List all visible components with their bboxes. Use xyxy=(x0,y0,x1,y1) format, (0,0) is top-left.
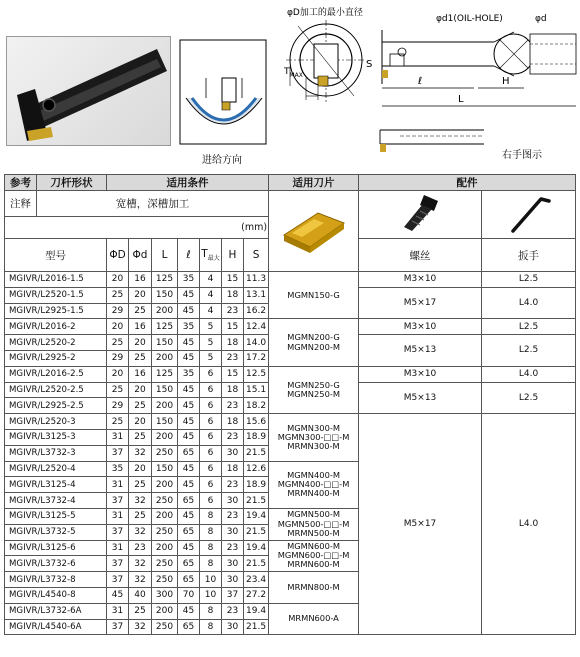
dim-cell-L: 250 xyxy=(152,524,178,540)
insert-cell: MRMN800-M xyxy=(269,572,359,604)
insert-cell: MGMN600-M MGMN600-□□-M MRMN600-M xyxy=(269,540,359,572)
dim-cell-S: 11.3 xyxy=(244,272,269,288)
dim-cell-l: 45 xyxy=(178,508,200,524)
insert-cell: MGMN200-G MGMN200-M xyxy=(269,319,359,366)
dim-cell-L: 300 xyxy=(152,587,178,603)
dim-cell-S: 21.5 xyxy=(244,524,269,540)
dim-cell-l: 70 xyxy=(178,587,200,603)
dim-cell-H: 15 xyxy=(222,272,244,288)
dim-cell-d: 20 xyxy=(129,461,152,477)
dim-cell-D: 31 xyxy=(107,477,129,493)
dim-cell-T: 6 xyxy=(200,493,222,509)
insert-image-cell xyxy=(269,191,359,272)
unit-label: (mm) xyxy=(5,216,269,238)
dim-cell-l: 35 xyxy=(178,319,200,335)
dim-cell-L: 250 xyxy=(152,572,178,588)
note-label: 注释 xyxy=(5,191,37,217)
dim-cell-H: 23 xyxy=(222,350,244,366)
l-big-label: L xyxy=(458,94,464,105)
wrench-cell: L2.5 xyxy=(482,319,576,335)
dim-cell-l: 45 xyxy=(178,429,200,445)
table-row xyxy=(5,319,576,335)
dim-cell-l: 65 xyxy=(178,445,200,461)
model-cell: MGIVR/L2520-2 xyxy=(5,335,107,351)
dim-cell-H: 37 xyxy=(222,587,244,603)
dim-cell-L: 150 xyxy=(152,335,178,351)
dim-cell-l: 45 xyxy=(178,540,200,556)
dim-cell-d: 20 xyxy=(129,287,152,303)
dim-cell-d: 25 xyxy=(129,429,152,445)
dim-cell-L: 250 xyxy=(152,493,178,509)
dim-cell-d: 25 xyxy=(129,603,152,619)
dim-cell-H: 15 xyxy=(222,366,244,382)
dim-cell-d: 20 xyxy=(129,414,152,430)
dim-cell-L: 150 xyxy=(152,287,178,303)
dim-cell-T: 6 xyxy=(200,414,222,430)
dim-cell-D: 31 xyxy=(107,603,129,619)
dim-cell-D: 37 xyxy=(107,556,129,572)
dim-cell-l: 65 xyxy=(178,619,200,635)
wrench-icon xyxy=(501,191,557,235)
wrench-cell: L2.5 xyxy=(482,382,576,414)
dim-cell-D: 31 xyxy=(107,508,129,524)
dim-cell-l: 65 xyxy=(178,524,200,540)
screw-image-cell xyxy=(359,191,482,239)
dim-cell-D: 25 xyxy=(107,287,129,303)
model-cell: MGIVR/L2925-2.5 xyxy=(5,398,107,414)
dim-cell-l: 65 xyxy=(178,493,200,509)
dim-cell-S: 19.4 xyxy=(244,508,269,524)
dim-cell-H: 18 xyxy=(222,414,244,430)
dim-cell-S: 21.5 xyxy=(244,619,269,635)
screw-cell: M5×17 xyxy=(359,287,482,319)
col-reach: ℓ xyxy=(178,239,200,272)
wrench-cell: L2.5 xyxy=(482,272,576,288)
dim-cell-L: 200 xyxy=(152,303,178,319)
dim-cell-T: 8 xyxy=(200,540,222,556)
dim-cell-d: 32 xyxy=(129,524,152,540)
dim-cell-L: 200 xyxy=(152,603,178,619)
dim-cell-L: 150 xyxy=(152,414,178,430)
col-model: 型号 xyxy=(5,239,107,272)
dim-cell-d: 32 xyxy=(129,619,152,635)
model-cell: MGIVR/L2520-2.5 xyxy=(5,382,107,398)
dim-cell-H: 30 xyxy=(222,619,244,635)
right-hand-caption: 右手图示 xyxy=(502,150,542,161)
dim-cell-D: 29 xyxy=(107,350,129,366)
screw-cell: M5×13 xyxy=(359,335,482,367)
header-shape: 刀杆形状 xyxy=(37,175,107,191)
dim-cell-S: 17.2 xyxy=(244,350,269,366)
dim-cell-d: 32 xyxy=(129,572,152,588)
dim-cell-H: 15 xyxy=(222,319,244,335)
dim-cell-L: 200 xyxy=(152,350,178,366)
dim-cell-L: 200 xyxy=(152,398,178,414)
dim-cell-D: 37 xyxy=(107,619,129,635)
side-view-drawing xyxy=(374,24,580,114)
min-bore-label: φD加工的最小直径 xyxy=(287,8,363,18)
model-cell: MGIVR/L2016-2.5 xyxy=(5,366,107,382)
screw-icon xyxy=(390,191,450,235)
dim-cell-S: 21.5 xyxy=(244,493,269,509)
wrench-cell: L2.5 xyxy=(482,335,576,367)
dim-cell-d: 25 xyxy=(129,398,152,414)
model-cell: MGIVR/L3732-6A xyxy=(5,603,107,619)
dim-cell-T: 6 xyxy=(200,398,222,414)
s-label: S xyxy=(366,59,373,70)
model-cell: MGIVR/L3125-5 xyxy=(5,508,107,524)
dim-cell-d: 25 xyxy=(129,303,152,319)
l-small-label: ℓ xyxy=(418,76,423,87)
model-cell: MGIVR/L2016-1.5 xyxy=(5,272,107,288)
dim-cell-d: 25 xyxy=(129,350,152,366)
feed-direction-caption: 进给方向 xyxy=(202,155,242,166)
dim-cell-H: 30 xyxy=(222,572,244,588)
dim-cell-T: 8 xyxy=(200,556,222,572)
dim-cell-H: 23 xyxy=(222,303,244,319)
dim-cell-D: 25 xyxy=(107,382,129,398)
dim-cell-L: 250 xyxy=(152,556,178,572)
insert-cell: MGMN250-G MGMN250-M xyxy=(269,366,359,413)
table-row xyxy=(5,366,576,382)
dim-cell-D: 20 xyxy=(107,366,129,382)
boring-bar-icon xyxy=(7,37,171,146)
dim-cell-T: 5 xyxy=(200,350,222,366)
col-s: S xyxy=(244,239,269,272)
dim-cell-S: 21.5 xyxy=(244,556,269,572)
dim-cell-S: 19.4 xyxy=(244,603,269,619)
table-row xyxy=(5,414,576,430)
model-cell: MGIVR/L3732-5 xyxy=(5,524,107,540)
dim-cell-H: 30 xyxy=(222,493,244,509)
end-view-drawing xyxy=(280,16,373,108)
dim-cell-d: 23 xyxy=(129,540,152,556)
dim-cell-L: 250 xyxy=(152,619,178,635)
model-cell: MGIVR/L3125-6 xyxy=(5,540,107,556)
model-cell: MGIVR/L4540-8 xyxy=(5,587,107,603)
dim-cell-d: 20 xyxy=(129,335,152,351)
model-cell: MGIVR/L2016-2 xyxy=(5,319,107,335)
model-cell: MGIVR/L3732-8 xyxy=(5,572,107,588)
dim-cell-S: 12.5 xyxy=(244,366,269,382)
dim-cell-S: 19.4 xyxy=(244,540,269,556)
dim-cell-H: 23 xyxy=(222,540,244,556)
model-cell: MGIVR/L3125-3 xyxy=(5,429,107,445)
screw-cell: M5×13 xyxy=(359,382,482,414)
dim-cell-T: 6 xyxy=(200,429,222,445)
dim-cell-T: 5 xyxy=(200,319,222,335)
dim-cell-S: 16.2 xyxy=(244,303,269,319)
insert-cell: MGMN400-M MGMN400-□□-M MRMN400-M xyxy=(269,461,359,508)
wrench-cell: L4.0 xyxy=(482,366,576,382)
dim-cell-T: 8 xyxy=(200,619,222,635)
dim-cell-H: 18 xyxy=(222,287,244,303)
header-insert: 适用刀片 xyxy=(269,175,359,191)
dim-cell-T: 10 xyxy=(200,587,222,603)
model-cell: MGIVR/L2925-1.5 xyxy=(5,303,107,319)
dim-cell-d: 25 xyxy=(129,508,152,524)
dim-cell-d: 32 xyxy=(129,556,152,572)
dim-cell-D: 31 xyxy=(107,540,129,556)
dim-cell-T: 8 xyxy=(200,603,222,619)
dim-cell-d: 16 xyxy=(129,366,152,382)
screw-cell: M3×10 xyxy=(359,366,482,382)
dim-cell-T: 6 xyxy=(200,382,222,398)
col-bore-diameter: ΦD xyxy=(107,239,129,272)
dim-cell-S: 18.9 xyxy=(244,429,269,445)
dim-cell-S: 21.5 xyxy=(244,445,269,461)
dim-cell-H: 23 xyxy=(222,603,244,619)
dim-cell-D: 37 xyxy=(107,493,129,509)
wrench-cell: L4.0 xyxy=(482,287,576,319)
screw-cell: M3×10 xyxy=(359,272,482,288)
dim-cell-L: 200 xyxy=(152,540,178,556)
dim-cell-T: 8 xyxy=(200,524,222,540)
model-cell: MGIVR/L3125-4 xyxy=(5,477,107,493)
dim-cell-H: 30 xyxy=(222,445,244,461)
dim-cell-S: 12.4 xyxy=(244,319,269,335)
dim-cell-D: 29 xyxy=(107,303,129,319)
note-value: 宽槽，深槽加工 xyxy=(37,191,269,217)
dim-cell-l: 45 xyxy=(178,477,200,493)
dim-cell-L: 150 xyxy=(152,382,178,398)
dim-cell-L: 125 xyxy=(152,272,178,288)
dim-cell-T: 4 xyxy=(200,272,222,288)
dim-cell-l: 45 xyxy=(178,398,200,414)
dim-cell-D: 25 xyxy=(107,414,129,430)
dim-cell-D: 37 xyxy=(107,524,129,540)
dim-cell-H: 18 xyxy=(222,382,244,398)
wrench-image-cell xyxy=(482,191,576,239)
insert-cell: MRMN600-A xyxy=(269,603,359,635)
dim-cell-T: 4 xyxy=(200,303,222,319)
col-screw: 螺丝 xyxy=(359,239,482,272)
dim-cell-l: 35 xyxy=(178,366,200,382)
dim-cell-d: 25 xyxy=(129,477,152,493)
dim-cell-d: 32 xyxy=(129,493,152,509)
d-label: φd xyxy=(535,14,547,24)
dim-cell-l: 35 xyxy=(178,272,200,288)
dim-cell-S: 18.2 xyxy=(244,398,269,414)
model-cell: MGIVR/L2520-3 xyxy=(5,414,107,430)
dim-cell-D: 25 xyxy=(107,335,129,351)
dim-cell-d: 20 xyxy=(129,382,152,398)
dim-cell-l: 45 xyxy=(178,603,200,619)
insert-cell: MGMN500-M MGMN500-□□-M MRMN500-M xyxy=(269,508,359,540)
model-cell: MGIVR/L3732-6 xyxy=(5,556,107,572)
dim-cell-T: 4 xyxy=(200,287,222,303)
dim-cell-L: 250 xyxy=(152,445,178,461)
dim-cell-l: 45 xyxy=(178,303,200,319)
dim-cell-T: 6 xyxy=(200,366,222,382)
dim-cell-S: 14.0 xyxy=(244,335,269,351)
dim-cell-D: 37 xyxy=(107,445,129,461)
table-row xyxy=(5,272,576,288)
screw-cell: M5×17 xyxy=(359,414,482,635)
dim-cell-D: 20 xyxy=(107,272,129,288)
model-cell: MGIVR/L4540-6A xyxy=(5,619,107,635)
dim-cell-d: 32 xyxy=(129,445,152,461)
spec-table-body xyxy=(5,175,576,635)
dim-cell-S: 13.1 xyxy=(244,287,269,303)
dim-cell-S: 27.2 xyxy=(244,587,269,603)
col-h: H xyxy=(222,239,244,272)
col-length: L xyxy=(152,239,178,272)
dim-cell-d: 40 xyxy=(129,587,152,603)
insert-cell: MGMN300-M MGMN300-□□-M MRMN300-M xyxy=(269,414,359,461)
spec-table xyxy=(4,174,576,635)
dim-cell-L: 125 xyxy=(152,366,178,382)
dim-cell-D: 29 xyxy=(107,398,129,414)
dim-cell-l: 45 xyxy=(178,414,200,430)
dim-cell-D: 35 xyxy=(107,461,129,477)
dim-cell-L: 200 xyxy=(152,429,178,445)
model-cell: MGIVR/L3732-3 xyxy=(5,445,107,461)
dim-cell-l: 65 xyxy=(178,556,200,572)
dim-cell-H: 23 xyxy=(222,508,244,524)
wrench-cell: L4.0 xyxy=(482,414,576,635)
dim-cell-S: 23.4 xyxy=(244,572,269,588)
dim-cell-S: 15.6 xyxy=(244,414,269,430)
dim-cell-l: 45 xyxy=(178,382,200,398)
dim-cell-L: 200 xyxy=(152,477,178,493)
dim-cell-T: 10 xyxy=(200,572,222,588)
dim-cell-S: 18.9 xyxy=(244,477,269,493)
dim-cell-T: 6 xyxy=(200,445,222,461)
dim-cell-d: 16 xyxy=(129,319,152,335)
tmax-label: $T_{MAX}$ xyxy=(284,67,303,79)
dim-cell-T: 8 xyxy=(200,508,222,524)
col-wrench: 扳手 xyxy=(482,239,576,272)
right-hand-drawing xyxy=(376,122,488,154)
diagram-area xyxy=(0,0,580,172)
dim-cell-H: 23 xyxy=(222,477,244,493)
dim-cell-d: 16 xyxy=(129,272,152,288)
dim-cell-T: 5 xyxy=(200,335,222,351)
dim-cell-D: 31 xyxy=(107,429,129,445)
bore-section-drawing xyxy=(178,38,270,150)
model-cell: MGIVR/L2520-4 xyxy=(5,461,107,477)
insert-icon xyxy=(278,205,350,255)
screw-cell: M3×10 xyxy=(359,319,482,335)
dim-cell-l: 45 xyxy=(178,335,200,351)
col-tmax: $T_{最大}$ xyxy=(200,239,222,272)
dim-cell-S: 15.1 xyxy=(244,382,269,398)
header-parts: 配件 xyxy=(359,175,576,191)
dim-cell-H: 30 xyxy=(222,524,244,540)
dim-cell-T: 6 xyxy=(200,461,222,477)
dim-cell-H: 18 xyxy=(222,335,244,351)
model-cell: MGIVR/L3732-4 xyxy=(5,493,107,509)
dim-cell-L: 200 xyxy=(152,508,178,524)
dim-cell-H: 23 xyxy=(222,398,244,414)
oil-hole-label: φd1(OIL-HOLE) xyxy=(436,14,503,24)
dim-cell-l: 65 xyxy=(178,572,200,588)
model-cell: MGIVR/L2925-2 xyxy=(5,350,107,366)
dim-cell-H: 23 xyxy=(222,429,244,445)
insert-cell: MGMN150-G xyxy=(269,272,359,319)
header-ref: 参考 xyxy=(5,175,37,191)
dim-cell-D: 37 xyxy=(107,572,129,588)
dim-cell-T: 6 xyxy=(200,477,222,493)
tool-photo xyxy=(6,36,171,146)
dim-cell-D: 45 xyxy=(107,587,129,603)
h-label: H xyxy=(502,76,510,87)
dim-cell-S: 12.6 xyxy=(244,461,269,477)
dim-cell-L: 125 xyxy=(152,319,178,335)
dim-cell-l: 45 xyxy=(178,350,200,366)
dim-cell-H: 30 xyxy=(222,556,244,572)
dim-cell-l: 45 xyxy=(178,287,200,303)
dim-cell-L: 150 xyxy=(152,461,178,477)
model-cell: MGIVR/L2520-1.5 xyxy=(5,287,107,303)
dim-cell-H: 18 xyxy=(222,461,244,477)
dim-cell-l: 45 xyxy=(178,461,200,477)
col-shank-diameter: Φd xyxy=(129,239,152,272)
header-conditions: 适用条件 xyxy=(107,175,269,191)
dim-cell-D: 20 xyxy=(107,319,129,335)
